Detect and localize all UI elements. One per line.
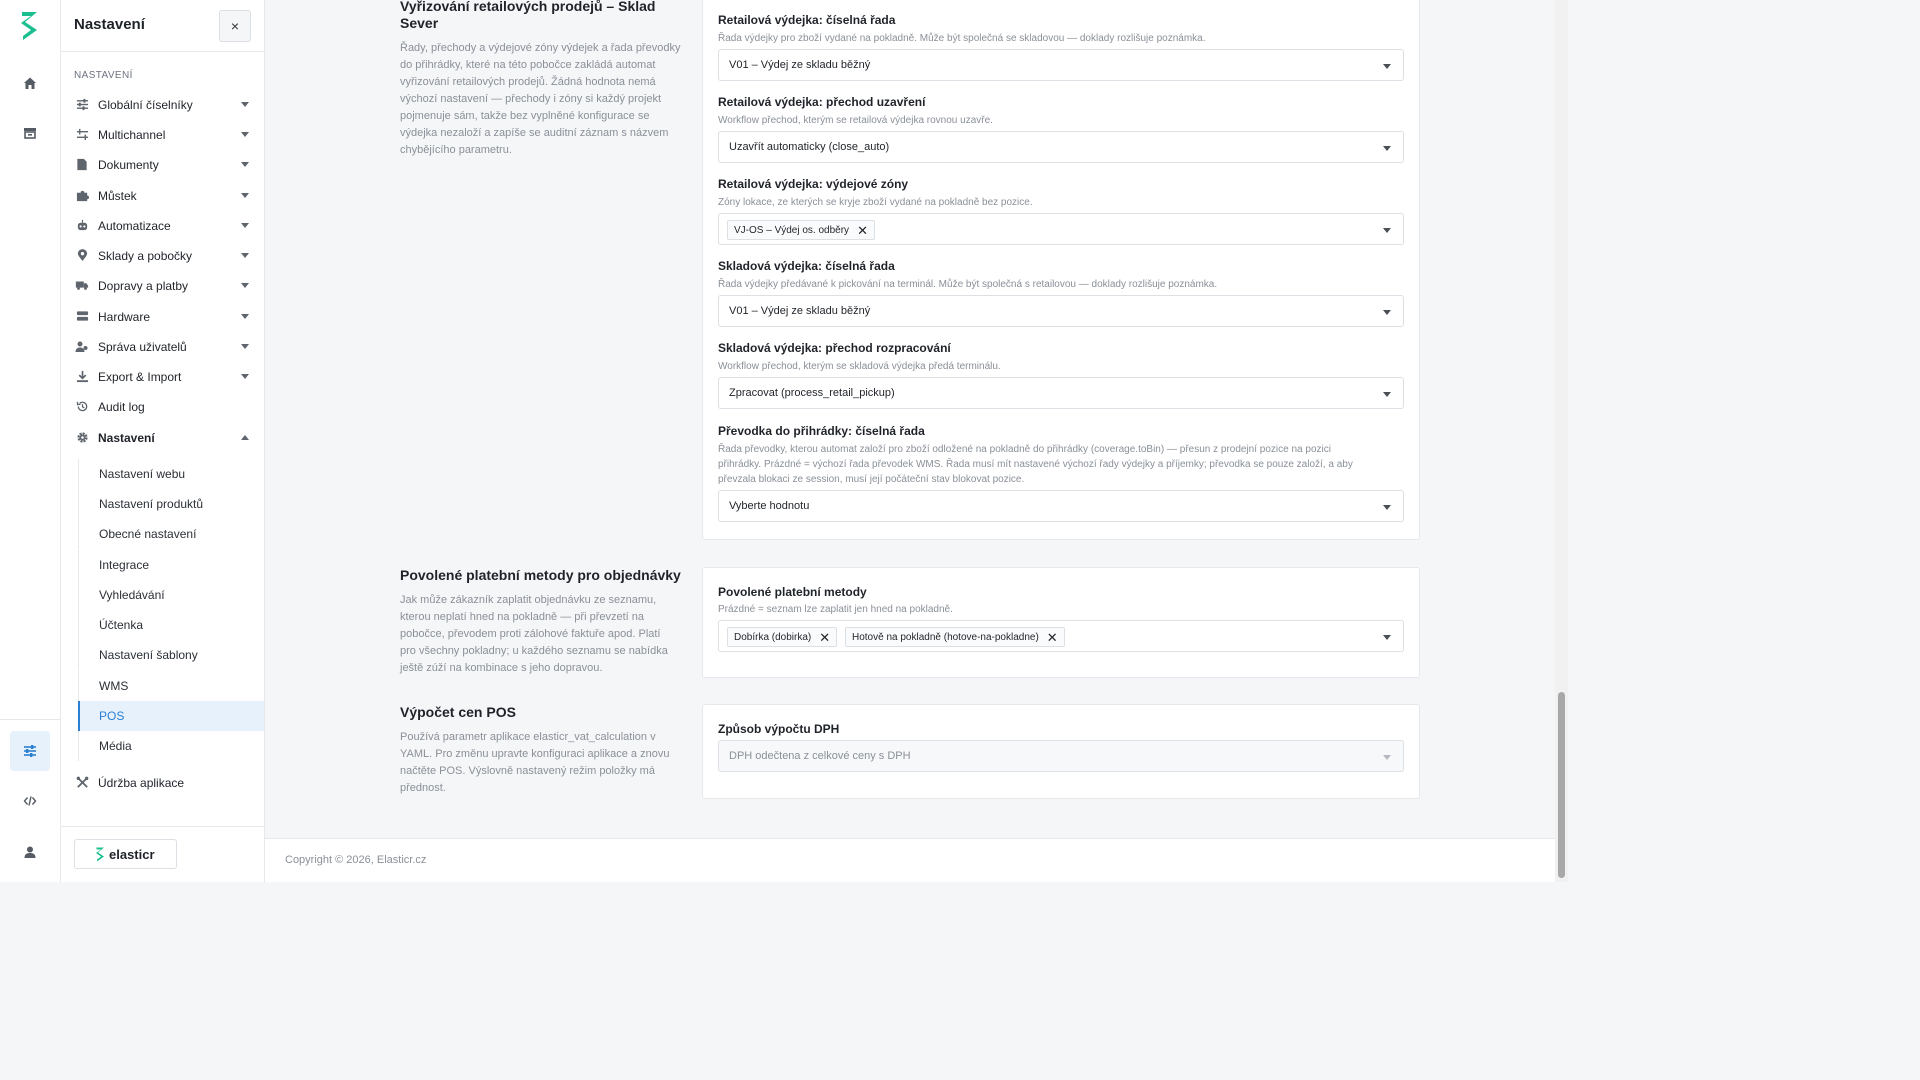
sidebar-item-label: Automatizace [98, 219, 171, 233]
sidebar-item-label: Globální číselníky [98, 98, 193, 112]
field-help: Řada výdejky předávané k pickování na terminál. Může být společná s retailovou — doklady rozlišuje poznámka. [718, 279, 1218, 290]
remove-chip-icon[interactable]: ✕ [857, 222, 868, 238]
help-line: Řada převodky, kterou automat založí pro zboží odložené na pokladně do přihrádky (coverage.toBin) — přesun z prodejní pozice na pozici [718, 444, 1331, 455]
warehouse-process-transition-select[interactable] [718, 377, 1404, 409]
desc-line: výdejka nezaloží a zapíše se auditní záznam s názvem [400, 127, 669, 139]
history-icon [75, 399, 89, 413]
selected-chip [727, 627, 837, 647]
desc-line: Řady, přechody a výdejové zóny výdejek a řada převodky [400, 42, 681, 54]
section-title-pos-calc: Výpočet cen POS [400, 704, 516, 720]
store-icon[interactable] [10, 113, 50, 153]
retail-zones-multiselect[interactable] [718, 213, 1404, 245]
retail-close-transition-select[interactable] [718, 131, 1404, 163]
sidebar-section-label: NASTAVENÍ [74, 70, 133, 81]
users-icon [75, 339, 89, 353]
section-title-line: Vyřizování retailových prodejů – Sklad [400, 0, 656, 14]
sidebar-title: Nastavení [74, 16, 145, 33]
chevron-down-icon [241, 162, 249, 167]
remove-chip-icon[interactable]: ✕ [1046, 629, 1058, 645]
desc-line: Jak může zákazník zaplatit objednávku ze seznamu, [400, 594, 657, 606]
sidebar-subitem-label: Obecné nastavení [99, 527, 197, 541]
sidebar-subitem-media[interactable] [78, 731, 264, 761]
desc-line: ještě zúží na kombinace s jeho dopravou. [400, 662, 603, 674]
puzzle-icon [75, 188, 89, 202]
user-icon[interactable] [10, 832, 50, 872]
dropdown-arrow-icon [1383, 755, 1391, 760]
sidebar-subitem-label: Účtenka [99, 618, 144, 632]
sidebar-subitem-label: Nastavení produktů [99, 497, 204, 511]
desc-line: vyřizování retailových prodejů. Žádná hodnota nemá [400, 76, 656, 88]
page-scrollbar[interactable] [1555, 0, 1568, 882]
field-label: Retailová výdejka: číselná řada [718, 13, 896, 27]
chevron-down-icon [241, 132, 249, 137]
section-desc-pos-calc [400, 729, 692, 797]
dropdown-arrow-icon [1383, 146, 1391, 151]
sidebar-subitem-label: Nastavení šablony [99, 648, 198, 662]
chevron-down-icon [241, 223, 249, 228]
chevron-down-icon [241, 283, 249, 288]
field-help: Workflow přechod, kterým se retailová výdejka rovnou uzavře. [718, 115, 993, 126]
robot-icon [75, 218, 89, 232]
sidebar-subitem-label: Média [99, 739, 132, 753]
brand-name: elasticr [109, 846, 155, 862]
sidebar-header [61, 0, 264, 52]
sidebar-item-maintenance[interactable] [61, 768, 264, 798]
chevron-down-icon [241, 344, 249, 349]
field-help [718, 442, 1408, 487]
desc-line: Používá parametr aplikace elasticr_vat_calculation v [400, 731, 656, 743]
select-value: DPH odečtena z celkové ceny s DPH [729, 750, 911, 762]
bin-transfer-series-select[interactable] [718, 490, 1404, 522]
sidebar-item-warehouses[interactable] [61, 241, 264, 271]
sidebar-subitem-products[interactable] [78, 489, 264, 519]
sidebar-subitem-label: WMS [99, 679, 129, 693]
chevron-down-icon [241, 102, 249, 107]
icon-rail [0, 0, 61, 882]
field-help: Prázdné = seznam lze zaplatit jen hned na pokladně. [718, 604, 953, 615]
sidebar-item-label: Dokumenty [98, 158, 159, 172]
dropdown-arrow-icon [1383, 505, 1391, 510]
sidebar-item-label: Můstek [98, 189, 137, 203]
page-footer [265, 838, 1555, 882]
sidebar-subitem-web[interactable] [78, 459, 264, 489]
desc-line: do přihrádky, které na této pobočce zakládá automat [400, 59, 656, 71]
settings-sliders-icon[interactable] [10, 731, 50, 771]
dropdown-arrow-icon [1383, 310, 1391, 315]
sidebar-item-label: Správa uživatelů [98, 340, 187, 354]
elasticr-logo-icon [95, 846, 106, 863]
select-placeholder: Vyberte hodnotu [729, 500, 810, 512]
sidebar-footer-divider [61, 826, 264, 827]
gear-icon [75, 430, 89, 444]
chip-label: VJ-OS – Výdej os. odběry [734, 224, 850, 236]
desc-line: YAML. Pro změnu upravte konfiguraci aplikace a znovu [400, 748, 670, 760]
desc-line: přednost. [400, 782, 446, 794]
field-label: Retailová výdejka: přechod uzavření [718, 95, 926, 109]
retail-issue-series-select[interactable] [718, 49, 1404, 81]
section-title-line: Sever [400, 15, 439, 31]
arrows-icon [75, 127, 89, 141]
desc-line: pro všechny pokladny; u každého seznamu se nabídka [400, 645, 668, 657]
sidebar-subitem-receipt[interactable] [78, 610, 264, 640]
chip-label: Dobírka (dobirka) [734, 631, 812, 643]
truck-icon [75, 278, 89, 292]
sidebar-item-audit-log[interactable] [61, 392, 264, 422]
copyright-text: Copyright © 2026, Elasticr.cz [285, 854, 427, 866]
select-value: Zpracovat (process_retail_pickup) [729, 387, 895, 399]
document-icon [75, 157, 89, 171]
map-pin-icon [75, 248, 89, 262]
field-label: Skladová výdejka: číselná řada [718, 259, 895, 273]
server-icon [75, 309, 89, 323]
section-title-retail [400, 0, 655, 32]
sidebar-subitem-template[interactable] [78, 640, 264, 670]
sidebar-subitem-label: Vyhledávání [99, 588, 165, 602]
select-value: V01 – Výdej ze skladu běžný [729, 59, 871, 71]
sidebar-subitem-label: Nastavení webu [99, 467, 186, 481]
dropdown-arrow-icon [1383, 392, 1391, 397]
code-icon[interactable] [10, 781, 50, 821]
help-line: převzala blokaci ze session, musí její počáteční stav blokovat pozice. [718, 474, 1025, 485]
chevron-down-icon [241, 253, 249, 258]
chevron-down-icon [241, 314, 249, 319]
sidebar-item-label: Dopravy a platby [98, 279, 189, 293]
sidebar-item-export-import[interactable] [61, 362, 264, 392]
dropdown-arrow-icon [1383, 64, 1391, 69]
sidebar-item-label: Hardware [98, 310, 151, 324]
rail-divider [0, 719, 61, 720]
desc-line: pojmenuje sám, takže bez vyplněné konfigurace se [400, 110, 650, 122]
sidebar-item-user-management[interactable] [61, 332, 264, 362]
sidebar-subitem-label: POS [99, 709, 125, 723]
sidebar-item-mustek[interactable] [61, 181, 264, 211]
scrollbar-thumb[interactable] [1558, 692, 1565, 878]
field-help: Zóny lokace, ze kterých se kryje zboží vydané na pokladně bez pozice. [718, 197, 1033, 208]
sidebar-subitem-general[interactable] [78, 519, 264, 549]
sidebar-item-shipping-payments[interactable] [61, 271, 264, 301]
sliders-icon [75, 97, 89, 111]
payment-methods-multiselect[interactable] [718, 620, 1404, 652]
sidebar-item-settings[interactable] [61, 423, 264, 453]
elasticr-logo-icon[interactable] [19, 10, 41, 42]
field-label: Způsob výpočtu DPH [718, 722, 840, 736]
tools-icon [75, 775, 89, 789]
home-icon[interactable] [10, 63, 50, 103]
sidebar-item-label: Sklady a pobočky [98, 249, 193, 263]
desc-line: pobočce, převodem proti zálohové faktuře apod. Platí [400, 628, 661, 640]
dropdown-arrow-icon [1383, 635, 1391, 640]
desc-line: načtěte POS. Výslovně nastavený režim položky má [400, 765, 655, 777]
sidebar-item-label: Audit log [98, 400, 145, 414]
sidebar-item-label: Nastavení [98, 431, 155, 445]
desc-line: výchozí nastavení — přechody i zóny si každý projekt [400, 93, 662, 105]
sidebar-item-documents[interactable] [61, 150, 264, 180]
sidebar-item-hardware[interactable] [61, 302, 264, 332]
desc-line: chybějícího parametru. [400, 144, 512, 156]
section-title-payments: Povolené platební metody pro objednávky [400, 567, 681, 583]
warehouse-issue-series-select[interactable] [718, 295, 1404, 327]
selected-chip [845, 627, 1065, 647]
field-label: Převodka do přihrádky: číselná řada [718, 424, 925, 438]
vat-calculation-select [718, 740, 1404, 772]
select-value: Uzavřít automaticky (close_auto) [729, 141, 890, 153]
chevron-down-icon [241, 193, 249, 198]
download-icon [75, 369, 89, 383]
help-line: přihrádky. Prázdné = výchozí řada převodek WMS. Řada musí mít nastavené výchozí řady výdejky a příjemky; převodka se pouze založí, a aby [718, 459, 1353, 470]
close-sidebar-button[interactable]: × [219, 10, 251, 42]
chevron-up-icon [241, 435, 249, 440]
dropdown-arrow-icon [1383, 228, 1391, 233]
field-help: Řada výdejky pro zboží vydané na pokladně. Může být společná se skladovou — doklady rozlišuje poznámka. [718, 33, 1206, 44]
selected-chip [727, 220, 875, 240]
sidebar-item-label: Export & Import [98, 370, 182, 384]
field-label: Retailová výdejka: výdejové zóny [718, 177, 909, 191]
sidebar-item-global-codelists[interactable] [61, 90, 264, 120]
desc-line: kterou neplatí hned na pokladně — při převzetí na [400, 611, 644, 623]
sidebar-item-multichannel[interactable] [61, 120, 264, 150]
select-value: V01 – Výdej ze skladu běžný [729, 305, 871, 317]
field-help: Workflow přechod, kterým se skladová výdejka předá terminálu. [718, 361, 1001, 372]
section-desc-payments [400, 592, 692, 677]
sidebar-item-automation[interactable] [61, 211, 264, 241]
sidebar-subitem-pos[interactable] [78, 701, 264, 731]
chip-label: Hotově na pokladně (hotove-na-pokladne) [852, 631, 1039, 643]
chevron-down-icon [241, 374, 249, 379]
sidebar-item-label: Údržba aplikace [98, 776, 185, 790]
brand-link[interactable] [74, 839, 177, 869]
settings-sidebar [61, 0, 265, 882]
field-label: Skladová výdejka: přechod rozpracování [718, 341, 951, 355]
sidebar-subitem-label: Integrace [99, 558, 150, 572]
section-desc-retail [400, 40, 692, 159]
field-label: Povolené platební metody [718, 585, 867, 599]
remove-chip-icon[interactable]: ✕ [819, 629, 831, 645]
sidebar-item-label: Multichannel [98, 128, 166, 142]
sidebar-subitem-integrations[interactable] [78, 550, 264, 580]
sidebar-subitem-search[interactable] [78, 580, 264, 610]
sidebar-subitem-wms[interactable] [78, 671, 264, 701]
